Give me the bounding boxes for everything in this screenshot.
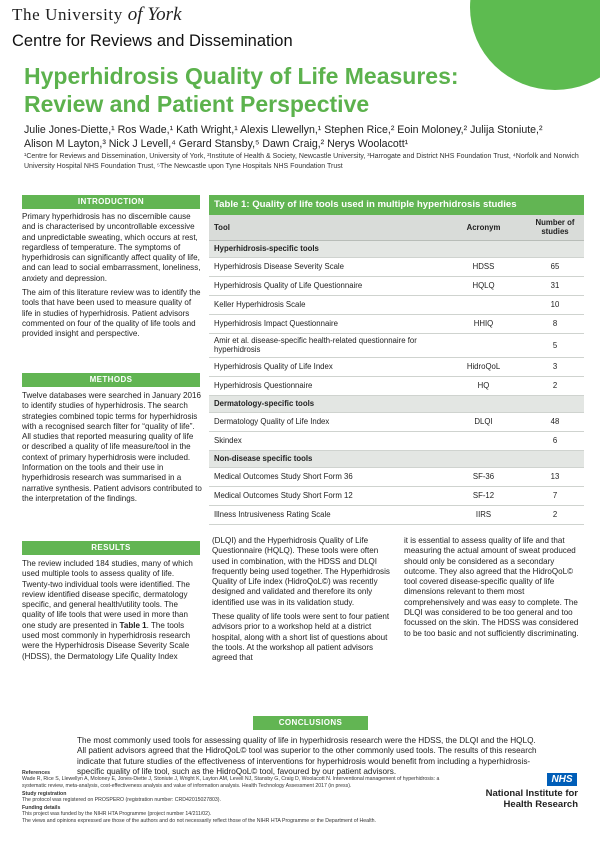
table-row: Medical Outcomes Study Short Form 36 SF-36 13 bbox=[209, 467, 584, 486]
footer-notes: References Wade R, Rice S, Llewellyn A, Moloney E, Jones-Diette J, Stoniute J, Wright K, Layton AM, Levell NJ, Stansby G, Craig D, Woolacott N. Interventional management of hyperhidrosis: a systematic review, meta-analysis, cost-effectiveness analysis and value of information analysis. Health Technology Assessment 2017 (in press). Study registration The protocol was registered on PROSPERO (registration number: CRD42015027803). Funding details This project was funded by the NIHR HTA Programme (project number 14/211/02). The views and opinions expressed are those of the authors and do not necessarily reflect those of the NIHR HTA Programme or the Department of Health. bbox=[22, 770, 440, 824]
table-row: Medical Outcomes Study Short Form 12 SF-12 7 bbox=[209, 486, 584, 505]
column-header-number-of-studies: Number of studies bbox=[526, 215, 584, 240]
conclusions-body: The most commonly used tools for assessing quality of life in hyperhidrosis research were the HDSS, the DLQI and the HQLQ. All patient advisors agreed that the HidroQoL© tool was superior to the other commonly used tools. The results of this research indicate that future studies of the effectiveness of interventions for hyperhidrosis would benefit from including a hyperhidrosis-specific quality of life tool, such as the HidroQoL© tool, favoured by our patient advisors. bbox=[77, 736, 537, 776]
column-header-tool: Tool bbox=[209, 215, 441, 240]
category-non-disease-specific: Non-disease specific tools bbox=[209, 450, 584, 467]
methods-body: Twelve databases were searched in January 2016 to identify studies of hyperhidrosis. The search strategies combined topic terms for hyperhidrosis with a recognised search filter for “quality of life”. All studies that reported measuring quality of life or described a quality of life measure/tool in the context of primary hyperhidrosis were included. Information on the tools and their use in hyperhidrosis research was summarised in a narrative synthesis. Patient advisors contributed to the interpretation of the findings. bbox=[22, 391, 202, 503]
results-body-middle: (DLQI) and the Hyperhidrosis Quality of Life Questionnaire (HQLQ). These tools were often used in combination, with the HDSS and DLQI frequently being used together. The Hyperhidrosis Quality of Life index (HidroQoL©) was recently designed and validated and therefore its only identified use was in its validation study. These quality of life tools were sent to four patient advisors prior to a workshop held at a district hospital, along with a short list of questions about the tools. At the workshop all patient advisors agreed that bbox=[212, 536, 390, 663]
nhs-logo: NHS bbox=[547, 773, 577, 786]
category-dermatology-specific: Dermatology-specific tools bbox=[209, 395, 584, 412]
table-row: Hyperhidrosis Quality of Life Questionnaire HQLQ 31 bbox=[209, 276, 584, 295]
affiliations: ¹Centre for Reviews and Dissemination, University of York, ²Institute of Health & Society, Newcastle University, ³Harrogate and District NHS Foundation Trust, ⁴Norfolk and Norwich University Hospital NHS Foundation Trust, ⁵The Newcastle upon Tyne Hospitals NHS Foundation Trust bbox=[24, 153, 579, 170]
quality-of-life-tools-table bbox=[209, 215, 584, 525]
poster-title: Hyperhidrosis Quality of Life Measures: Review and Patient Perspective bbox=[24, 63, 459, 117]
results-heading: RESULTS bbox=[22, 541, 200, 555]
conclusions-heading: CONCLUSIONS bbox=[253, 716, 368, 730]
introduction-body: Primary hyperhidrosis has no discernible cause and is characterised by uncontrollable excessive and unpredictable sweating, which occurs at rest, regardless of temperature. The symptoms of hyperhidrosis can significantly affect quality of life, and can lead to social embarrassment, loneliness, anxiety and depression. The aim of this literature review was to identify the tools that have been used to measure quality of life in studies of hyperhidrosis. Patient advisors commented on four of the quality of life tools and provided insight and perspective. bbox=[22, 212, 201, 339]
table-row: Hyperhidrosis Disease Severity Scale HDSS 65 bbox=[209, 257, 584, 276]
table-title: Table 1: Quality of life tools used in multiple hyperhidrosis studies bbox=[209, 195, 584, 215]
table-row: Hyperhidrosis Impact Questionnaire HHIQ 8 bbox=[209, 314, 584, 333]
university-logo: The University of York bbox=[12, 4, 182, 25]
column-header-acronym: Acronym bbox=[441, 215, 526, 240]
author-list: Julie Jones-Diette,¹ Ros Wade,¹ Kath Wright,¹ Alexis Llewellyn,¹ Stephen Rice,² Eoin Moloney,² Julija Stoniute,² Alison M Layton,³ Nick J Levell,⁴ Gerard Stansby,⁵ Dawn Craig,² Nerys Woolacott¹ bbox=[24, 124, 543, 150]
table-header-row bbox=[209, 215, 584, 240]
results-body-left: The review included 184 studies, many of which used multiple tools to assess quality of life. Twenty-two individual tools were identified. The review identified disease specific, dermatology specific, and general health/utility tools. The quality of life tools that were used in more than one study are presented in Table 1. The tools used most commonly in hyperhidrosis research were the Hyperhidrosis Disease Severity Scale (HDSS), the Dermatology Life Quality Index bbox=[22, 559, 193, 661]
table-row: Keller Hyperhidrosis Scale 10 bbox=[209, 295, 584, 314]
results-body-right: it is essential to assess quality of life and that measuring the actual amount of sweat produced should only be considered as a secondary outcome. They also agreed that the HidroQoL© tool covered disease-specific quality of life dimensions relevant to them most comprehensively and was easy to complete. The DLQI was considered to be too general and too focussed on the skin. The HDSS was considered to be too basic and not sufficiently discriminating. bbox=[404, 536, 579, 638]
table-row: Skindex 6 bbox=[209, 431, 584, 450]
table-row: Illness Intrusiveness Rating Scale IIRS 2 bbox=[209, 505, 584, 524]
category-hyperhidrosis-specific: Hyperhidrosis-specific tools bbox=[209, 240, 584, 257]
table-row: Hyperhidrosis Questionnaire HQ 2 bbox=[209, 376, 584, 395]
centre-name: Centre for Reviews and Dissemination bbox=[12, 32, 293, 50]
table-row: Dermatology Quality of Life Index DLQI 48 bbox=[209, 412, 584, 431]
table-row: Amir et al. disease-specific health-related questionnaire for hyperhidrosis 5 bbox=[209, 333, 584, 357]
introduction-heading: INTRODUCTION bbox=[22, 195, 200, 209]
table-row: Hyperhidrosis Quality of Life Index HidroQoL 3 bbox=[209, 357, 584, 376]
nihr-logo-text: National Institute for Health Research bbox=[485, 788, 578, 810]
methods-heading: METHODS bbox=[22, 373, 200, 387]
